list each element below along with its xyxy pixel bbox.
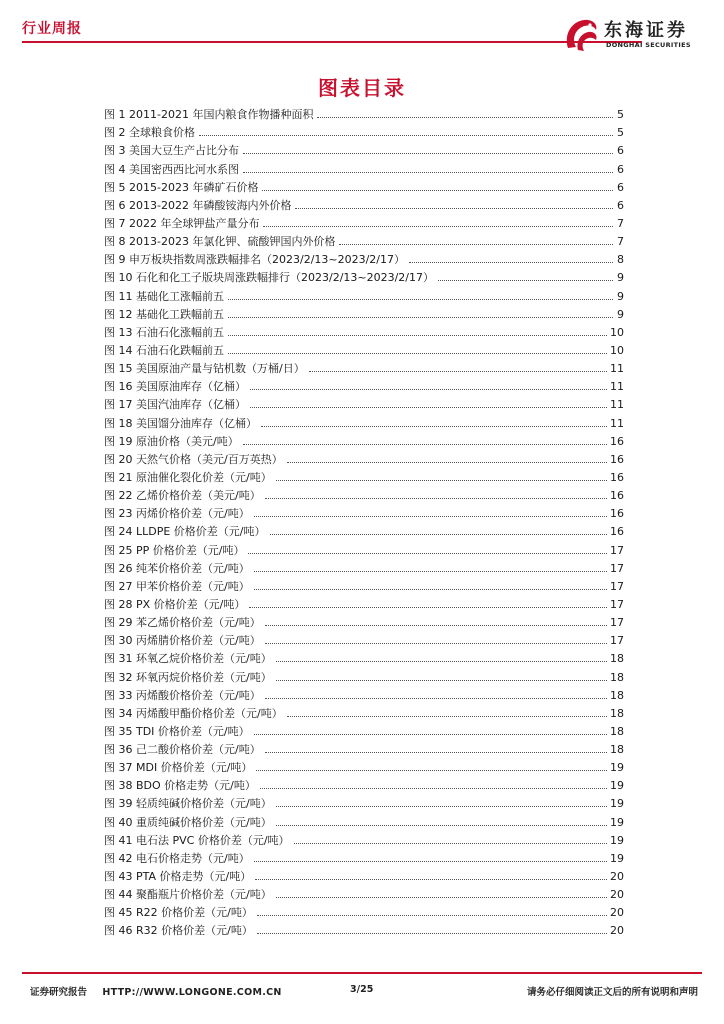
- toc-entry-label: 图 42 电石价格走势（元/吨）: [104, 851, 250, 865]
- toc-dot-leader: [276, 824, 607, 826]
- toc-entry[interactable]: [104, 684, 624, 702]
- toc-dot-leader: [254, 515, 607, 517]
- toc-entry-label: 图 14 石油石化跌幅前五: [104, 343, 224, 357]
- toc-entry[interactable]: [104, 792, 624, 810]
- toc-entry-page: 16: [610, 489, 624, 503]
- toc-dot-leader: [228, 316, 613, 318]
- toc-entry-page: 5: [617, 126, 624, 140]
- toc-entry[interactable]: [104, 502, 624, 520]
- dragon-emblem-icon: [560, 14, 604, 58]
- toc-entry-label: 图 12 基础化工跌幅前五: [104, 307, 224, 321]
- report-type-label: 行业周报: [22, 21, 82, 37]
- toc-entry[interactable]: [104, 393, 624, 411]
- toc-entry-page: 6: [617, 180, 624, 194]
- toc-dot-leader: [260, 787, 607, 789]
- footer-disclaimer: 请务必仔细阅读正文后的所有说明和声明: [526, 987, 698, 998]
- toc-entry[interactable]: [104, 430, 624, 448]
- toc-entry-label: 图 25 PP 价格价差（元/吨）: [104, 543, 245, 557]
- toc-entry-page: 20: [610, 906, 624, 920]
- toc-entry[interactable]: [104, 720, 624, 738]
- toc-entry[interactable]: [104, 484, 624, 502]
- toc-dot-leader: [261, 425, 607, 427]
- toc-dot-leader: [254, 860, 607, 862]
- toc-dot-leader: [254, 733, 607, 735]
- toc-entry[interactable]: [104, 865, 624, 883]
- toc-dot-leader: [228, 352, 607, 354]
- toc-dot-leader: [243, 152, 613, 154]
- toc-dot-leader: [265, 624, 607, 626]
- toc-dot-leader: [265, 497, 607, 499]
- toc-entry[interactable]: [104, 647, 624, 665]
- toc-entry-label: 图 8 2013-2023 年氯化钾、硫酸钾国内外价格: [104, 235, 336, 249]
- toc-entry-page: 10: [610, 343, 624, 357]
- toc-entry[interactable]: [104, 829, 624, 847]
- toc-entry-label: 图 28 PX 价格价差（元/吨）: [104, 597, 246, 611]
- toc-entry[interactable]: [104, 847, 624, 865]
- toc-dot-leader: [243, 443, 607, 445]
- toc-entry-label: 图 40 重质纯碱价格价差（元/吨）: [104, 815, 272, 829]
- toc-entry-page: 9: [617, 289, 624, 303]
- toc-entry-page: 20: [610, 888, 624, 902]
- toc-entry-page: 19: [610, 797, 624, 811]
- toc-entry-page: 19: [610, 779, 624, 793]
- toc-entry-page: 19: [610, 815, 624, 829]
- toc-entry-label: 图 37 MDI 价格价差（元/吨）: [104, 761, 253, 775]
- toc-dot-leader: [317, 116, 613, 118]
- toc-dot-leader: [438, 279, 613, 281]
- toc-dot-leader: [270, 533, 607, 535]
- figure-toc-list: [104, 103, 624, 937]
- toc-entry-page: 8: [617, 253, 624, 267]
- toc-dot-leader: [249, 606, 607, 608]
- toc-entry-page: 19: [610, 761, 624, 775]
- toc-entry[interactable]: [104, 248, 624, 266]
- toc-dot-leader: [199, 134, 613, 136]
- toc-entry-label: 图 46 R32 价格价差（元/吨）: [104, 924, 253, 938]
- toc-dot-leader: [228, 298, 613, 300]
- toc-entry-label: 图 24 LLDPE 价格价差（元/吨）: [104, 525, 266, 539]
- toc-entry[interactable]: [104, 303, 624, 321]
- toc-entry-label: 图 41 电石法 PVC 价格价差（元/吨）: [104, 833, 290, 847]
- toc-entry[interactable]: [104, 919, 624, 937]
- toc-dot-leader: [257, 914, 607, 916]
- toc-entry[interactable]: [104, 557, 624, 575]
- toc-entry-page: 16: [610, 434, 624, 448]
- toc-dot-leader: [228, 334, 607, 336]
- toc-dot-leader: [263, 225, 613, 227]
- toc-entry-page: 11: [610, 380, 624, 394]
- toc-dot-leader: [255, 878, 607, 880]
- toc-entry-label: 图 11 基础化工涨幅前五: [104, 289, 224, 303]
- footer-left: [30, 984, 282, 998]
- toc-entry[interactable]: [104, 738, 624, 756]
- toc-entry-label: 图 16 美国原油库存（亿桶）: [104, 380, 246, 394]
- toc-entry-page: 18: [610, 724, 624, 738]
- toc-dot-leader: [287, 715, 607, 717]
- toc-dot-leader: [243, 171, 613, 173]
- footer-divider: [22, 972, 702, 974]
- toc-dot-leader: [257, 932, 607, 934]
- toc-entry-label: 图 34 丙烯酸甲酯价格价差（元/吨）: [104, 706, 283, 720]
- toc-entry[interactable]: [104, 357, 624, 375]
- toc-entry-page: 20: [610, 870, 624, 884]
- brand-name-en: DONGHAI SECURITIES: [606, 41, 691, 49]
- toc-entry-label: 图 2 全球粮食价格: [104, 126, 195, 140]
- toc-entry-label: 图 33 丙烯酸价格价差（元/吨）: [104, 688, 261, 702]
- footer-report-label: 证券研究报告: [30, 987, 88, 998]
- toc-entry-label: 图 10 石化和化工子版块周涨跌幅排行（2023/2/13~2023/2/17）: [104, 271, 435, 285]
- toc-dot-leader: [254, 570, 607, 572]
- toc-entry[interactable]: [104, 756, 624, 774]
- toc-entry[interactable]: [104, 139, 624, 157]
- toc-entry-label: 图 32 环氧丙烷价格价差（元/吨）: [104, 670, 272, 684]
- toc-dot-leader: [256, 769, 607, 771]
- toc-entry-page: 16: [610, 507, 624, 521]
- page-number: 3/25: [350, 984, 374, 995]
- toc-entry-page: 16: [610, 452, 624, 466]
- toc-dot-leader: [276, 679, 607, 681]
- toc-entry-page: 6: [617, 198, 624, 212]
- toc-dot-leader: [276, 479, 607, 481]
- toc-entry-page: 19: [610, 851, 624, 865]
- toc-entry-label: 图 19 原油价格（美元/吨）: [104, 434, 239, 448]
- toc-entry-label: 图 21 原油催化裂化价差（元/吨）: [104, 470, 272, 484]
- toc-entry-page: 10: [610, 325, 624, 339]
- toc-entry-label: 图 23 丙烯价格价差（元/吨）: [104, 507, 250, 521]
- toc-entry-label: 图 30 丙烯腈价格价差（元/吨）: [104, 634, 261, 648]
- header-divider: [22, 41, 642, 43]
- toc-dot-leader: [250, 406, 607, 408]
- toc-dot-leader: [294, 842, 607, 844]
- toc-entry[interactable]: [104, 121, 624, 139]
- toc-entry-page: 17: [610, 561, 624, 575]
- toc-entry-label: 图 6 2013-2022 年磷酸铵海内外价格: [104, 198, 292, 212]
- toc-entry[interactable]: [104, 375, 624, 393]
- toc-entry-page: 20: [610, 924, 624, 938]
- toc-entry[interactable]: [104, 520, 624, 538]
- toc-entry-page: 17: [610, 634, 624, 648]
- toc-entry[interactable]: [104, 157, 624, 175]
- toc-entry-label: 图 27 甲苯价格价差（元/吨）: [104, 579, 250, 593]
- toc-entry[interactable]: [104, 411, 624, 429]
- toc-entry-label: 图 18 美国馏分油库存（亿桶）: [104, 416, 257, 430]
- brand-logo: [560, 14, 710, 58]
- toc-entry-page: 7: [617, 216, 624, 230]
- toc-entry[interactable]: [104, 665, 624, 683]
- toc-entry-label: 图 43 PTA 价格走势（元/吨）: [104, 870, 252, 884]
- toc-entry-page: 19: [610, 833, 624, 847]
- toc-entry[interactable]: [104, 901, 624, 919]
- footer-website-link[interactable]: HTTP://WWW.LONGONE.COM.CN: [102, 987, 282, 998]
- toc-entry-label: 图 4 美国密西西比河水系图: [104, 162, 239, 176]
- toc-entry-label: 图 5 2015-2023 年磷矿石价格: [104, 180, 259, 194]
- toc-entry-label: 图 26 纯苯价格价差（元/吨）: [104, 561, 250, 575]
- toc-entry[interactable]: [104, 284, 624, 302]
- toc-dot-leader: [250, 388, 607, 390]
- toc-entry[interactable]: [104, 448, 624, 466]
- toc-dot-leader: [265, 697, 607, 699]
- toc-entry-page: 16: [610, 525, 624, 539]
- toc-entry[interactable]: [104, 575, 624, 593]
- toc-entry[interactable]: [104, 810, 624, 828]
- toc-entry-label: 图 39 轻质纯碱价格价差（元/吨）: [104, 797, 272, 811]
- toc-entry-page: 6: [617, 144, 624, 158]
- toc-entry[interactable]: [104, 321, 624, 339]
- toc-dot-leader: [287, 461, 607, 463]
- toc-entry-label: 图 13 石油石化涨幅前五: [104, 325, 224, 339]
- toc-entry[interactable]: [104, 339, 624, 357]
- toc-dot-leader: [254, 588, 607, 590]
- toc-entry-label: 图 29 苯乙烯价格价差（元/吨）: [104, 616, 261, 630]
- toc-entry-page: 17: [610, 597, 624, 611]
- toc-entry-label: 图 1 2011-2021 年国内粮食作物播种面积: [104, 108, 314, 122]
- toc-entry-page: 6: [617, 162, 624, 176]
- toc-entry[interactable]: [104, 702, 624, 720]
- toc-entry-page: 18: [610, 743, 624, 757]
- toc-dot-leader: [265, 642, 607, 644]
- toc-entry[interactable]: [104, 466, 624, 484]
- toc-entry-page: 17: [610, 579, 624, 593]
- brand-name-cn: 东海证券: [604, 20, 688, 41]
- toc-entry-page: 18: [610, 706, 624, 720]
- toc-dot-leader: [276, 896, 607, 898]
- toc-entry-page: 18: [610, 652, 624, 666]
- toc-entry-label: 图 38 BDO 价格走势（元/吨）: [104, 779, 256, 793]
- toc-entry-label: 图 9 申万板块指数周涨跌幅排名（2023/2/13~2023/2/17）: [104, 253, 406, 267]
- toc-entry-page: 9: [617, 307, 624, 321]
- page-header: [0, 0, 724, 62]
- toc-entry[interactable]: [104, 611, 624, 629]
- toc-dot-leader: [339, 243, 613, 245]
- toc-entry-page: 18: [610, 670, 624, 684]
- toc-entry[interactable]: [104, 593, 624, 611]
- toc-entry[interactable]: [104, 176, 624, 194]
- toc-entry-page: 18: [610, 688, 624, 702]
- toc-entry-page: 11: [610, 362, 624, 376]
- toc-entry-label: 图 3 美国大豆生产占比分布: [104, 144, 239, 158]
- toc-dot-leader: [248, 552, 607, 554]
- toc-entry-page: 11: [610, 416, 624, 430]
- toc-entry-label: 图 35 TDI 价格价差（元/吨）: [104, 724, 250, 738]
- toc-entry-label: 图 20 天然气价格（美元/百万英热）: [104, 452, 283, 466]
- toc-entry-label: 图 31 环氧乙烷价格价差（元/吨）: [104, 652, 272, 666]
- toc-entry[interactable]: [104, 103, 624, 121]
- toc-entry[interactable]: [104, 230, 624, 248]
- toc-entry[interactable]: [104, 629, 624, 647]
- toc-entry-page: 7: [617, 235, 624, 249]
- toc-entry-page: 5: [617, 108, 624, 122]
- toc-entry[interactable]: [104, 883, 624, 901]
- toc-entry[interactable]: [104, 194, 624, 212]
- toc-dot-leader: [276, 660, 607, 662]
- toc-dot-leader: [265, 751, 607, 753]
- toc-dot-leader: [295, 207, 613, 209]
- toc-entry[interactable]: [104, 774, 624, 792]
- toc-dot-leader: [262, 189, 613, 191]
- toc-entry[interactable]: [104, 266, 624, 284]
- toc-dot-leader: [276, 805, 607, 807]
- toc-dot-leader: [309, 370, 607, 372]
- toc-title: 图表目录: [318, 76, 406, 100]
- toc-dot-leader: [409, 261, 613, 263]
- toc-entry-page: 16: [610, 470, 624, 484]
- toc-entry-page: 17: [610, 616, 624, 630]
- toc-entry-page: 9: [617, 271, 624, 285]
- toc-entry-label: 图 22 乙烯价格价差（美元/吨）: [104, 489, 261, 503]
- toc-entry-label: 图 36 己二酸价格价差（元/吨）: [104, 743, 261, 757]
- toc-entry-label: 图 15 美国原油产量与钻机数（万桶/日）: [104, 362, 305, 376]
- toc-entry-label: 图 45 R22 价格价差（元/吨）: [104, 906, 253, 920]
- toc-entry[interactable]: [104, 538, 624, 556]
- toc-entry-label: 图 44 聚酯瓶片价格价差（元/吨）: [104, 888, 272, 902]
- toc-entry[interactable]: [104, 212, 624, 230]
- toc-entry-label: 图 7 2022 年全球钾盐产量分布: [104, 216, 260, 230]
- toc-entry-page: 17: [610, 543, 624, 557]
- toc-entry-page: 11: [610, 398, 624, 412]
- toc-entry-label: 图 17 美国汽油库存（亿桶）: [104, 398, 246, 412]
